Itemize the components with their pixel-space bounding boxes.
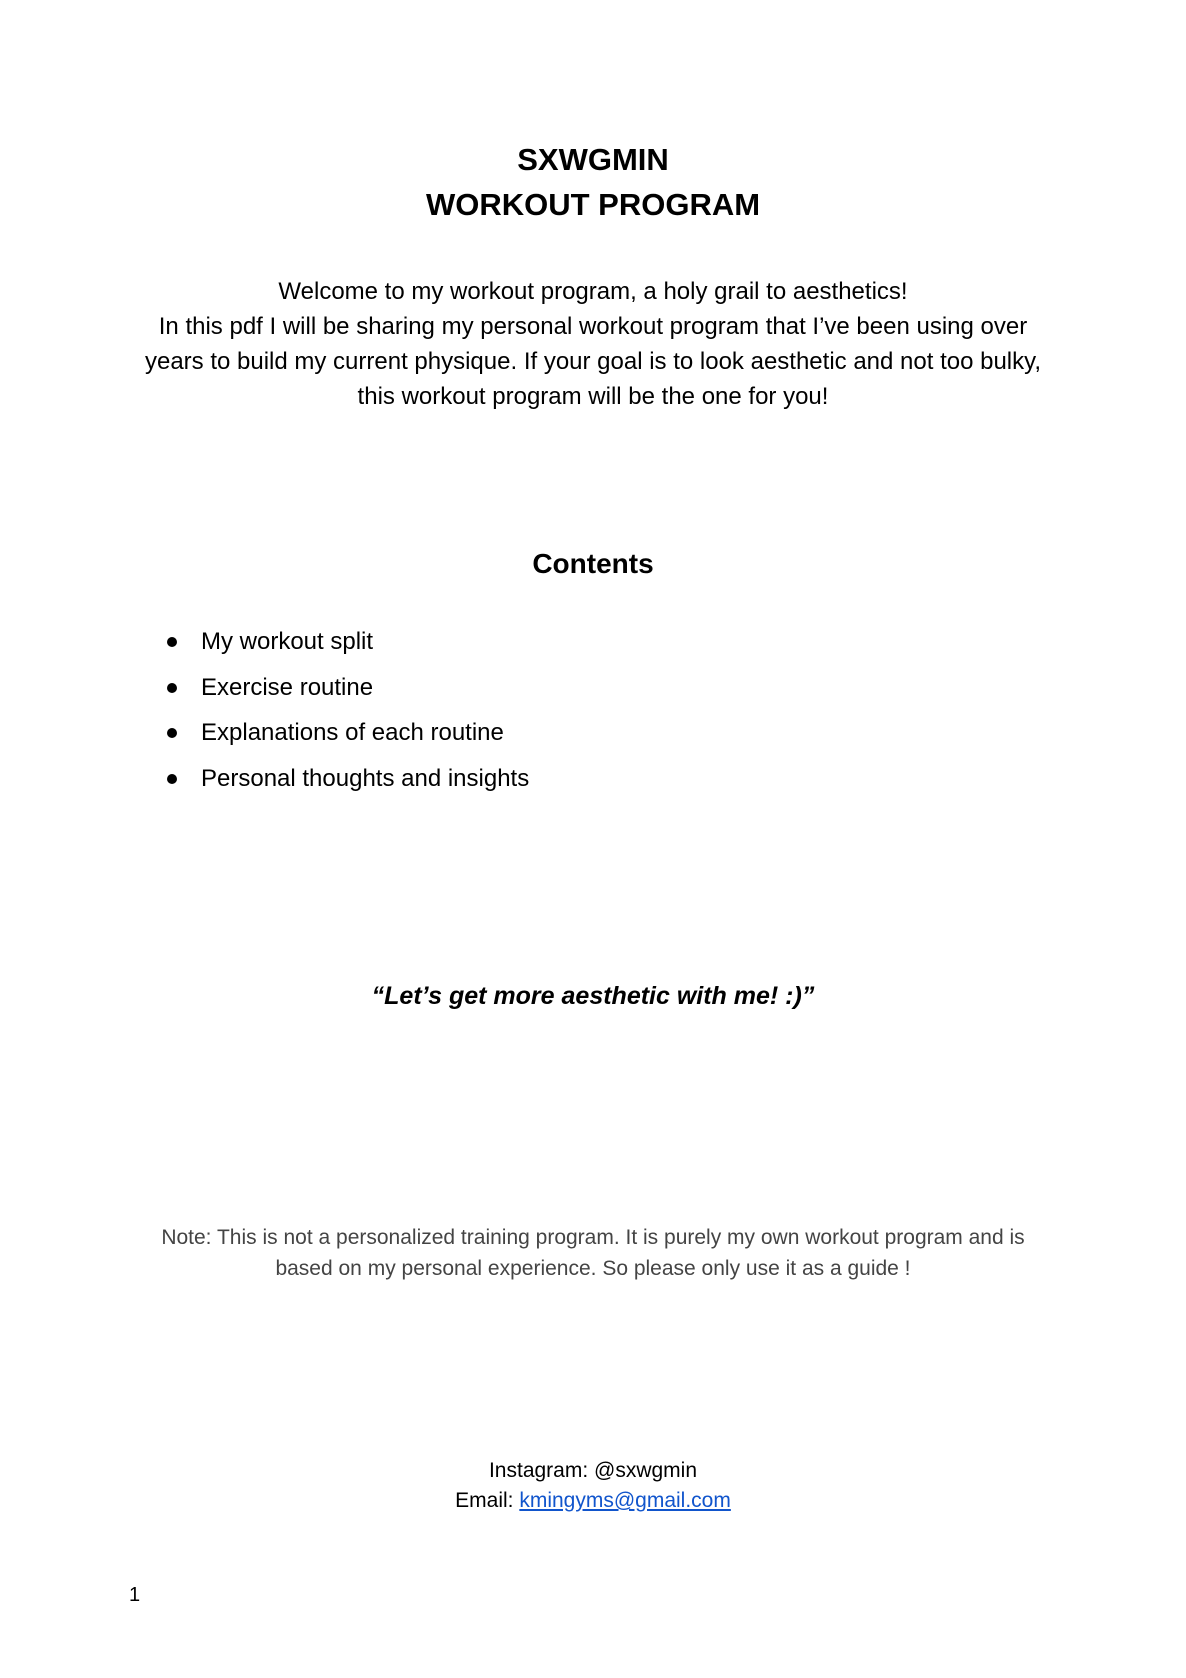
bullet-icon [167,728,177,738]
title-line-1: SXWGMIN [517,142,669,177]
bullet-icon [167,774,177,784]
disclaimer-note: Note: This is not a personalized training program. It is purely my own workout program and is based on my personal experience. So please only use it as a guide ! [161,1226,1025,1280]
intro-line-2: In this pdf I will be sharing my personal workout program that I’ve been using over years to build my current physique. If your goal is to look aesthetic and not too bulky, this workout program will be the one for you! [144,313,1042,410]
list-item [160,713,529,759]
page-number: 1 [129,1584,141,1606]
intro-line-1: Welcome to my workout program, a holy grail to aesthetics! [278,278,908,305]
list-item-label: My workout split [201,628,374,655]
bullet-icon [167,683,177,693]
list-item [160,622,529,668]
contents-list [160,622,529,804]
quote: “Let’s get more aesthetic with me! :)” [371,982,815,1010]
intro-paragraph [130,274,1056,414]
list-item-label: Exercise routine [201,673,374,701]
email-line [0,1486,1186,1516]
title-line-2: WORKOUT PROGRAM [425,187,761,222]
list-item [160,759,529,805]
list-item [160,668,529,714]
list-item-label: Personal thoughts and insights [201,764,530,792]
bullet-icon [167,637,177,647]
email-link[interactable]: kmingyms@gmail.com [519,1489,731,1512]
document-title [0,137,1186,227]
email-label: Email: [455,1489,520,1512]
contact-info [0,1456,1186,1516]
instagram-handle: Instagram: @sxwgmin [488,1459,698,1482]
list-item-label: Explanations of each routine [201,719,504,747]
contents-heading: Contents [532,548,654,579]
